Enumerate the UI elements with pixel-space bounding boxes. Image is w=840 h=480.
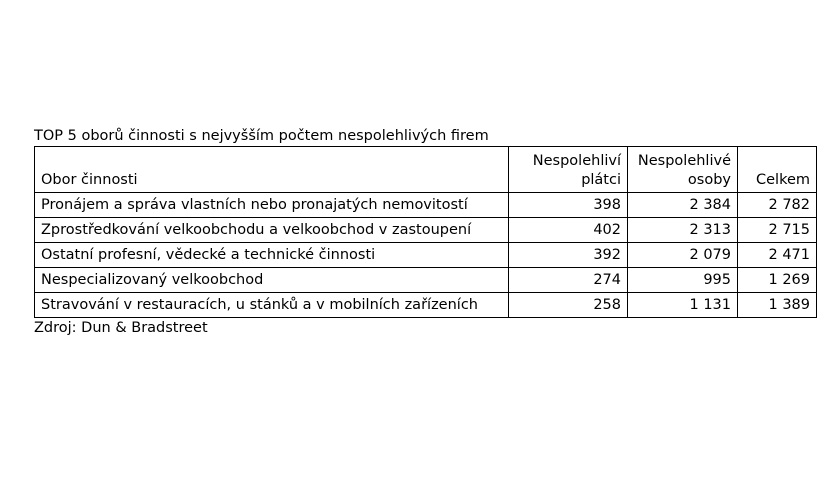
header-osoby <box>628 147 738 193</box>
cell-obor: Stravování v restauracích, u stánků a v mobilních zařízeních <box>35 293 509 318</box>
cell-osoby: 2 079 <box>628 243 738 268</box>
table-row <box>35 293 817 318</box>
cell-celkem: 2 471 <box>738 243 817 268</box>
cell-osoby: 2 384 <box>628 193 738 218</box>
cell-celkem: 2 715 <box>738 218 817 243</box>
source-note: Zdroj: Dun & Bradstreet <box>34 320 208 336</box>
table-title: TOP 5 oborů činnosti s nejvyšším počtem nespolehlivých firem <box>34 128 489 144</box>
data-table <box>34 146 817 318</box>
table-container <box>34 126 816 338</box>
cell-platci: 274 <box>509 268 628 293</box>
cell-celkem: 2 782 <box>738 193 817 218</box>
cell-obor: Zprostředkování velkoobchodu a velkoobchod v zastoupení <box>35 218 509 243</box>
cell-osoby: 1 131 <box>628 293 738 318</box>
header-platci-text: Nespolehliví plátci <box>532 153 621 188</box>
header-osoby-text: Nespolehlivé osoby <box>637 153 731 188</box>
cell-platci: 392 <box>509 243 628 268</box>
header-celkem: Celkem <box>738 147 817 193</box>
table-row <box>35 193 817 218</box>
cell-obor: Nespecializovaný velkoobchod <box>35 268 509 293</box>
header-obor: Obor činnosti <box>35 147 509 193</box>
cell-platci: 258 <box>509 293 628 318</box>
header-platci <box>509 147 628 193</box>
cell-celkem: 1 269 <box>738 268 817 293</box>
table-row <box>35 243 817 268</box>
cell-obor: Pronájem a správa vlastních nebo pronajatých nemovitostí <box>35 193 509 218</box>
table-header-row <box>35 147 817 193</box>
cell-osoby: 2 313 <box>628 218 738 243</box>
cell-obor: Ostatní profesní, vědecké a technické činnosti <box>35 243 509 268</box>
cell-platci: 402 <box>509 218 628 243</box>
table-row <box>35 268 817 293</box>
cell-celkem: 1 389 <box>738 293 817 318</box>
cell-platci: 398 <box>509 193 628 218</box>
cell-osoby: 995 <box>628 268 738 293</box>
table-row <box>35 218 817 243</box>
